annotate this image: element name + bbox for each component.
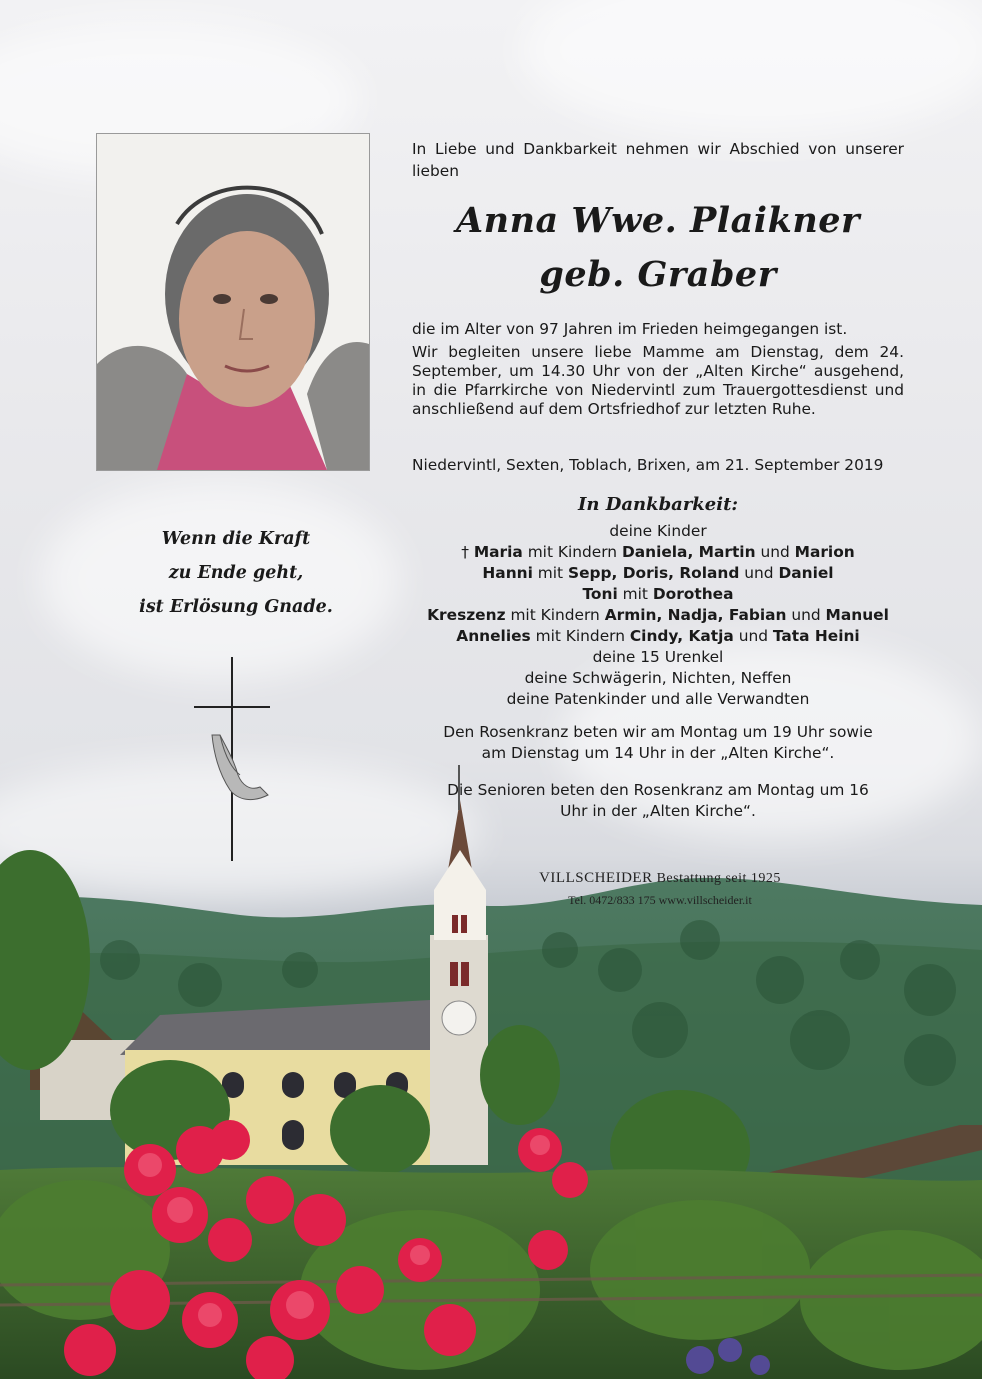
family-text: deine Patenkinder und alle Verwandten (506, 690, 810, 708)
undertaker-line (480, 870, 840, 887)
quote-line: zu Ende geht, (168, 563, 304, 583)
praying-hands-icon (212, 735, 268, 800)
family-line (412, 689, 904, 710)
senior-rosary-text: Die Senioren beten den Rosenkranz am Montag um 16 Uhr in der „Alten Kirche“. (447, 781, 869, 820)
portrait-image (97, 134, 369, 470)
family-name: Cindy, Katja (629, 627, 734, 645)
family-name: Hanni (482, 564, 533, 582)
intro-text: In Liebe und Dankbarkeit nehmen wir Abschied von unserer lieben (412, 140, 904, 180)
family-text: mit (532, 564, 568, 582)
family-text: und (755, 543, 795, 561)
family-text: mit (617, 585, 653, 603)
family-text: mit Kindern (530, 627, 630, 645)
family-line (412, 521, 904, 542)
age-text: die im Alter von 97 Jahren im Frieden heimgegangen ist. (412, 320, 848, 338)
family-name: Maria (473, 543, 523, 561)
quote-line: Wenn die Kraft (161, 529, 311, 549)
family-line (412, 584, 904, 605)
family-text: und (733, 627, 773, 645)
undertaker-name: VILLSCHEIDER (539, 870, 653, 886)
family-text: deine Schwägerin, Nichten, Neffen (524, 669, 792, 687)
quote-line: ist Erlösung Gnade. (139, 597, 333, 617)
portrait-photo (96, 133, 370, 471)
dagger: † (461, 543, 474, 561)
undertaker-tagline: Bestattung seit 1925 (656, 871, 781, 886)
place-date: Niedervintl, Sexten, Toblach, Brixen, am 21. September 2019 (412, 456, 884, 474)
thanks-heading: In Dankbarkeit: (577, 494, 739, 515)
memorial-quote (120, 522, 352, 624)
family-name: Tata Heini (772, 627, 860, 645)
family-name: Armin, Nadja, Fabian (604, 606, 787, 624)
family-line (412, 626, 904, 647)
funeral-text: Wir begleiten unsere liebe Mamme am Dienstag, dem 24. September, um 14.30 Uhr von der „Alten Kirche“ ausgehend, in die Pfarrkirche von Niedervintl zum Trauergottesdienst und anschließend auf dem Ortsfriedhof zur letzten Ruhe. (412, 343, 904, 418)
cross-icon (190, 655, 274, 865)
family-line (412, 647, 904, 668)
family-text: mit Kindern (522, 543, 622, 561)
family-line (412, 605, 904, 626)
family-line (412, 542, 904, 563)
family-line (412, 668, 904, 689)
family-name: Annelies (456, 627, 531, 645)
undertaker-contact: Tel. 0472/833 175 www.villscheider.it (568, 893, 752, 907)
family-line (412, 563, 904, 584)
family-name: Daniela, Martin (621, 543, 756, 561)
rosary-text: Den Rosenkranz beten wir am Montag um 19 Uhr sowie am Dienstag um 14 Uhr in der „Alten Kirche“. (443, 723, 873, 762)
family-text: und (739, 564, 779, 582)
family-name: Sepp, Doris, Roland (567, 564, 740, 582)
family-name: Toni (582, 585, 618, 603)
family-text: und (786, 606, 826, 624)
family-text: deine Kinder (609, 522, 707, 540)
family-name: Manuel (825, 606, 889, 624)
family-name: Marion (794, 543, 855, 561)
family-name: Kreszenz (427, 606, 506, 624)
family-name: Daniel (778, 564, 834, 582)
family-list (412, 521, 904, 710)
family-text: mit Kindern (505, 606, 605, 624)
family-text: deine 15 Urenkel (592, 648, 724, 666)
family-name: Dorothea (652, 585, 734, 603)
deceased-name: Anna Wwe. Plaikner (456, 200, 860, 241)
maiden-name: geb. Graber (539, 254, 777, 295)
